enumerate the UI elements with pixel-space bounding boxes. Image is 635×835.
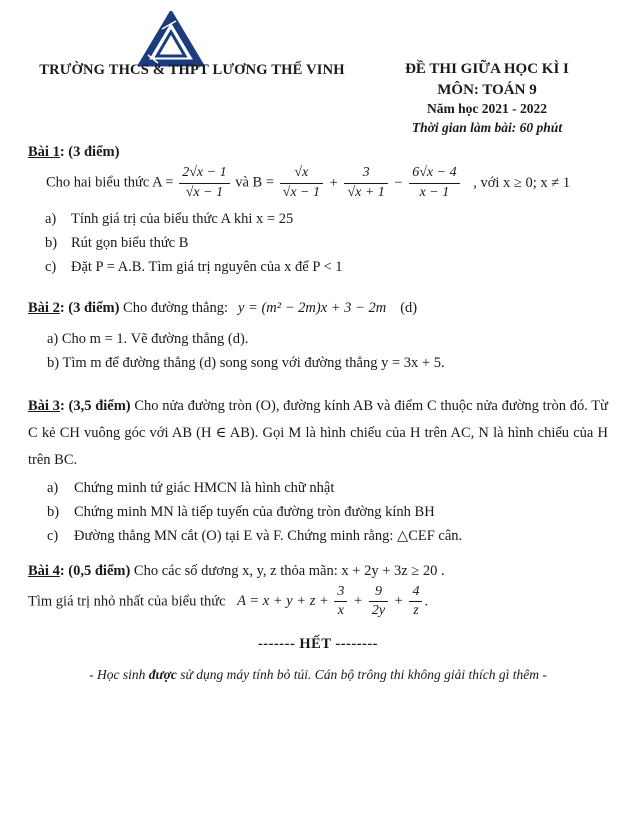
bai3-points: : (3,5 điểm) bbox=[59, 397, 131, 414]
plus-operator: + bbox=[354, 593, 363, 610]
item-text: Chứng minh MN là tiếp tuyến của đường tròn đường kính BH bbox=[74, 503, 435, 520]
item-label: a) bbox=[45, 210, 57, 227]
bai1-condition: , với x ≥ 0; x ≠ 1 bbox=[473, 174, 571, 191]
exam-body bbox=[28, 144, 608, 683]
bai1-heading bbox=[28, 144, 608, 161]
fraction-b2: $\frac{3}{√x + 1}$ bbox=[344, 165, 387, 202]
list-item bbox=[28, 256, 608, 278]
bai1-label: Bài 1 bbox=[28, 144, 60, 160]
bai4-expr-head: A = x + y + z + bbox=[237, 593, 329, 610]
item-label: b) bbox=[47, 503, 60, 520]
fraction-b1: $\frac{√x}{√x - 1}$ bbox=[280, 165, 323, 202]
list-item bbox=[28, 208, 608, 230]
bai2-points: : (3 điểm) bbox=[59, 299, 120, 316]
item-text: Tìm m để đường thẳng (d) song song với đường thẳng y = 3x + 5. bbox=[62, 354, 445, 371]
fraction-3-over-x: $\frac{3}{x}$ bbox=[334, 584, 347, 621]
exam-title: ĐỀ THI GIỮA HỌC KÌ I bbox=[405, 61, 569, 77]
bai4-line1-text: Cho các số dương x, y, z thỏa mãn: x + 2y + 3z ≥ 20 . bbox=[133, 562, 445, 579]
footer-note-post: sử dụng máy tính bỏ túi. Cán bộ trông thi không giải thích gì thêm - bbox=[176, 667, 547, 683]
bai2-label: Bài 2 bbox=[28, 299, 60, 316]
plus-operator: + bbox=[329, 174, 338, 191]
list-item bbox=[28, 232, 608, 254]
plus-operator: + bbox=[394, 593, 403, 610]
bai1-points: : (3 điểm) bbox=[59, 144, 120, 160]
exam-year: Năm học 2021 - 2022 bbox=[427, 101, 547, 117]
list-item bbox=[28, 476, 608, 500]
item-text: Chứng minh tứ giác HMCN là hình chữ nhật bbox=[74, 479, 335, 496]
exam-header-block bbox=[362, 59, 612, 138]
bai4-period: . bbox=[424, 593, 429, 610]
list-item bbox=[28, 500, 608, 524]
exam-subject: MÔN: TOÁN 9 bbox=[437, 81, 537, 98]
bai3-text: Cho nửa đường tròn (O), đường kính AB và điểm C thuộc nửa đường tròn đó. Từ C kẻ CH vuông góc với AB (H ∈ AB). Gọi M là hình chiếu của H trên AC, N là hình chiếu của H trên BC. bbox=[28, 397, 609, 468]
school-logo-icon bbox=[138, 11, 204, 69]
bai1-formula bbox=[46, 165, 608, 202]
list-item bbox=[28, 327, 608, 351]
bai2-intro: Cho đường thẳng: bbox=[123, 299, 228, 316]
fraction-4-over-z: $\frac{4}{z}$ bbox=[409, 584, 422, 621]
item-label: b) bbox=[45, 234, 58, 251]
item-label: a) bbox=[47, 479, 59, 496]
item-text: Tính giá trị của biểu thức A khi x = 25 bbox=[71, 210, 294, 227]
bai3-label: Bài 3 bbox=[28, 397, 60, 414]
bai2-items bbox=[28, 327, 608, 375]
bai3-items bbox=[28, 476, 608, 548]
school-name: TRƯỜNG THCS & THPT LƯƠNG THẾ VINH bbox=[39, 62, 345, 78]
bai4-line2-prefix: Tìm giá trị nhỏ nhất của biểu thức bbox=[28, 593, 226, 610]
bai1-mid: và B = bbox=[235, 174, 275, 191]
bai4-points: : (0,5 điểm) bbox=[59, 562, 131, 579]
bai1-intro: Cho hai biểu thức A = bbox=[46, 174, 174, 191]
fraction-b3: $\frac{6√x - 4}{x - 1}$ bbox=[409, 165, 459, 202]
bai4-heading bbox=[28, 560, 608, 582]
item-text: Rút gọn biểu thức B bbox=[71, 234, 189, 251]
list-item bbox=[28, 524, 608, 548]
bai3-paragraph bbox=[28, 393, 608, 474]
item-text: Đặt P = A.B. Tìm giá trị nguyên của x để P < 1 bbox=[71, 258, 343, 275]
item-label: b) bbox=[47, 354, 60, 371]
end-marker: ------- HẾT -------- bbox=[257, 636, 379, 653]
item-label: c) bbox=[47, 527, 59, 544]
footer-note-pre: - Học sinh bbox=[89, 667, 149, 683]
item-text: Đường thẳng MN cắt (O) tại E và F. Chứng minh rằng: △CEF cân. bbox=[74, 527, 463, 544]
bai4-expression-line bbox=[28, 584, 608, 621]
fraction-9-over-2y: $\frac{9}{2y}$ bbox=[369, 584, 388, 621]
item-label: a) bbox=[47, 330, 59, 347]
minus-operator: − bbox=[394, 174, 403, 191]
bai2-heading bbox=[28, 300, 608, 317]
footer-note-bold: được bbox=[148, 667, 177, 683]
item-label: c) bbox=[45, 258, 57, 275]
fraction-a: $\frac{2√x - 1}{√x - 1}$ bbox=[179, 165, 229, 202]
bai4-label: Bài 4 bbox=[28, 562, 60, 579]
exam-duration: Thời gian làm bài: 60 phút bbox=[411, 120, 563, 135]
item-text: Cho m = 1. Vẽ đường thẳng (d). bbox=[61, 330, 249, 347]
bai2-equation-tag: (d) bbox=[400, 299, 418, 316]
bai1-items bbox=[28, 208, 608, 278]
list-item bbox=[28, 351, 608, 375]
footer-note bbox=[28, 667, 608, 683]
bai2-equation: y = (m² − 2m)x + 3 − 2m bbox=[238, 299, 387, 316]
